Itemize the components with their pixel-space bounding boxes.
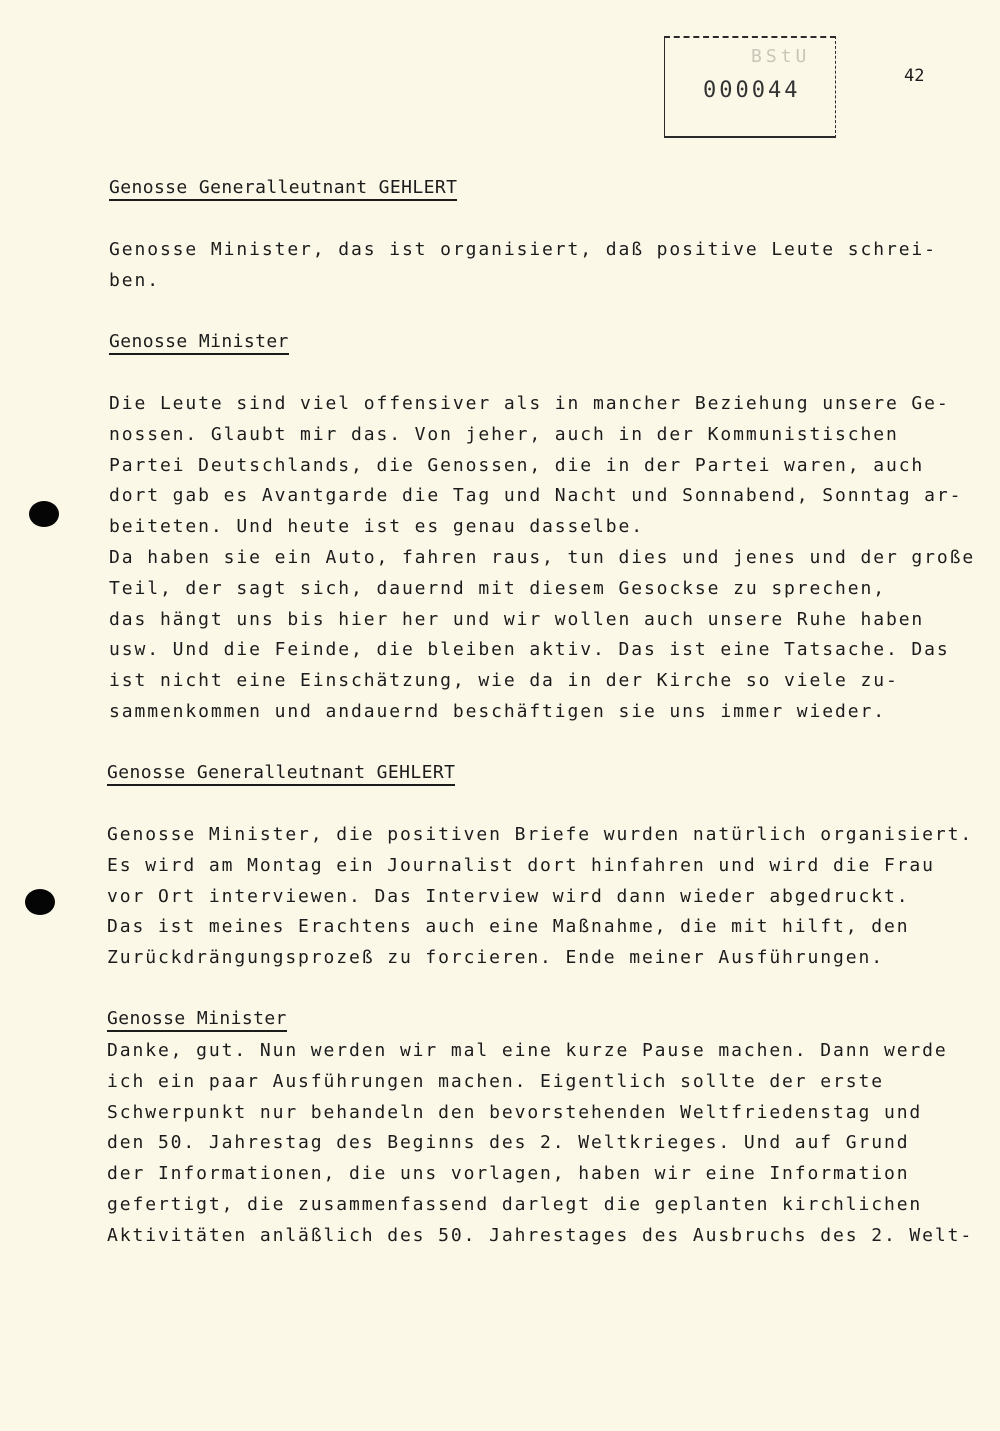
page-number: 42: [904, 66, 925, 86]
text-line: den 50. Jahrestag des Beginns des 2. Weltkrieges. Und auf Grund: [107, 1132, 910, 1154]
speech-paragraph: [109, 389, 975, 728]
text-line: Danke, gut. Nun werden wir mal eine kurze Pause machen. Dann werde: [107, 1040, 948, 1061]
archive-stamp: [664, 36, 836, 138]
speaker-heading: Genosse Generalleutnant GEHLERT: [109, 177, 457, 201]
text-line: Genosse Minister, das ist organisiert, daß positive Leute schrei-: [109, 239, 937, 260]
archive-stamp-label: BStU: [751, 46, 811, 67]
punch-hole: [29, 501, 59, 527]
speech-paragraph: [107, 1036, 973, 1252]
text-line: ben.: [109, 269, 160, 291]
text-line: dort gab es Avantgarde die Tag und Nacht und Sonnabend, Sonntag ar-: [109, 485, 963, 507]
text-line: Das ist meines Erachtens auch eine Maßnahme, die mit hilft, den: [107, 916, 910, 938]
punch-hole: [25, 889, 55, 915]
text-line: das hängt uns bis hier her und wir wollen auch unsere Ruhe haben: [109, 608, 925, 630]
text-line: Da haben sie ein Auto, fahren raus, tun dies und jenes und der große: [109, 546, 976, 568]
text-line: gefertigt, die zusammenfassend darlegt die geplanten kirchlichen: [107, 1193, 923, 1215]
text-line: ist nicht eine Einschätzung, wie da in der Kirche so viele zu-: [109, 670, 899, 692]
text-line: usw. Und die Feinde, die bleiben aktiv. Das ist eine Tatsache. Das: [109, 639, 950, 661]
text-line: vor Ort interviewen. Das Interview wird dann wieder abgedruckt.: [107, 885, 910, 907]
text-line: Genosse Minister, die positiven Briefe wurden natürlich organisiert.: [107, 824, 974, 845]
speech-paragraph: [107, 820, 973, 974]
speaker-heading: Genosse Minister: [107, 1008, 287, 1032]
text-line: sammenkommen und andauernd beschäftigen sie uns immer wieder.: [109, 700, 886, 722]
archive-stamp-number: 000044: [703, 78, 801, 103]
speech-paragraph: [109, 235, 937, 297]
text-line: Teil, der sagt sich, dauernd mit diesem Gesockse zu sprechen,: [109, 577, 886, 599]
text-line: der Informationen, die uns vorlagen, haben wir eine Information: [107, 1163, 910, 1185]
text-line: Partei Deutschlands, die Genossen, die in der Partei waren, auch: [109, 454, 925, 476]
text-line: ich ein paar Ausführungen machen. Eigentlich sollte der erste: [107, 1070, 884, 1092]
text-line: beiteten. Und heute ist es genau dasselbe.: [109, 516, 644, 538]
text-line: Die Leute sind viel offensiver als in mancher Beziehung unsere Ge-: [109, 393, 950, 414]
speaker-heading: Genosse Generalleutnant GEHLERT: [107, 762, 455, 786]
text-line: Aktivitäten anläßlich des 50. Jahrestages des Ausbruchs des 2. Welt-: [107, 1224, 974, 1246]
speaker-heading: Genosse Minister: [109, 331, 289, 355]
text-line: nossen. Glaubt mir das. Von jeher, auch in der Kommunistischen: [109, 423, 899, 445]
text-line: Schwerpunkt nur behandeln den bevorstehenden Weltfriedenstag und: [107, 1101, 923, 1123]
text-line: Es wird am Montag ein Journalist dort hinfahren und wird die Frau: [107, 854, 935, 876]
text-line: Zurückdrängungsprozeß zu forcieren. Ende meiner Ausführungen.: [107, 947, 884, 969]
